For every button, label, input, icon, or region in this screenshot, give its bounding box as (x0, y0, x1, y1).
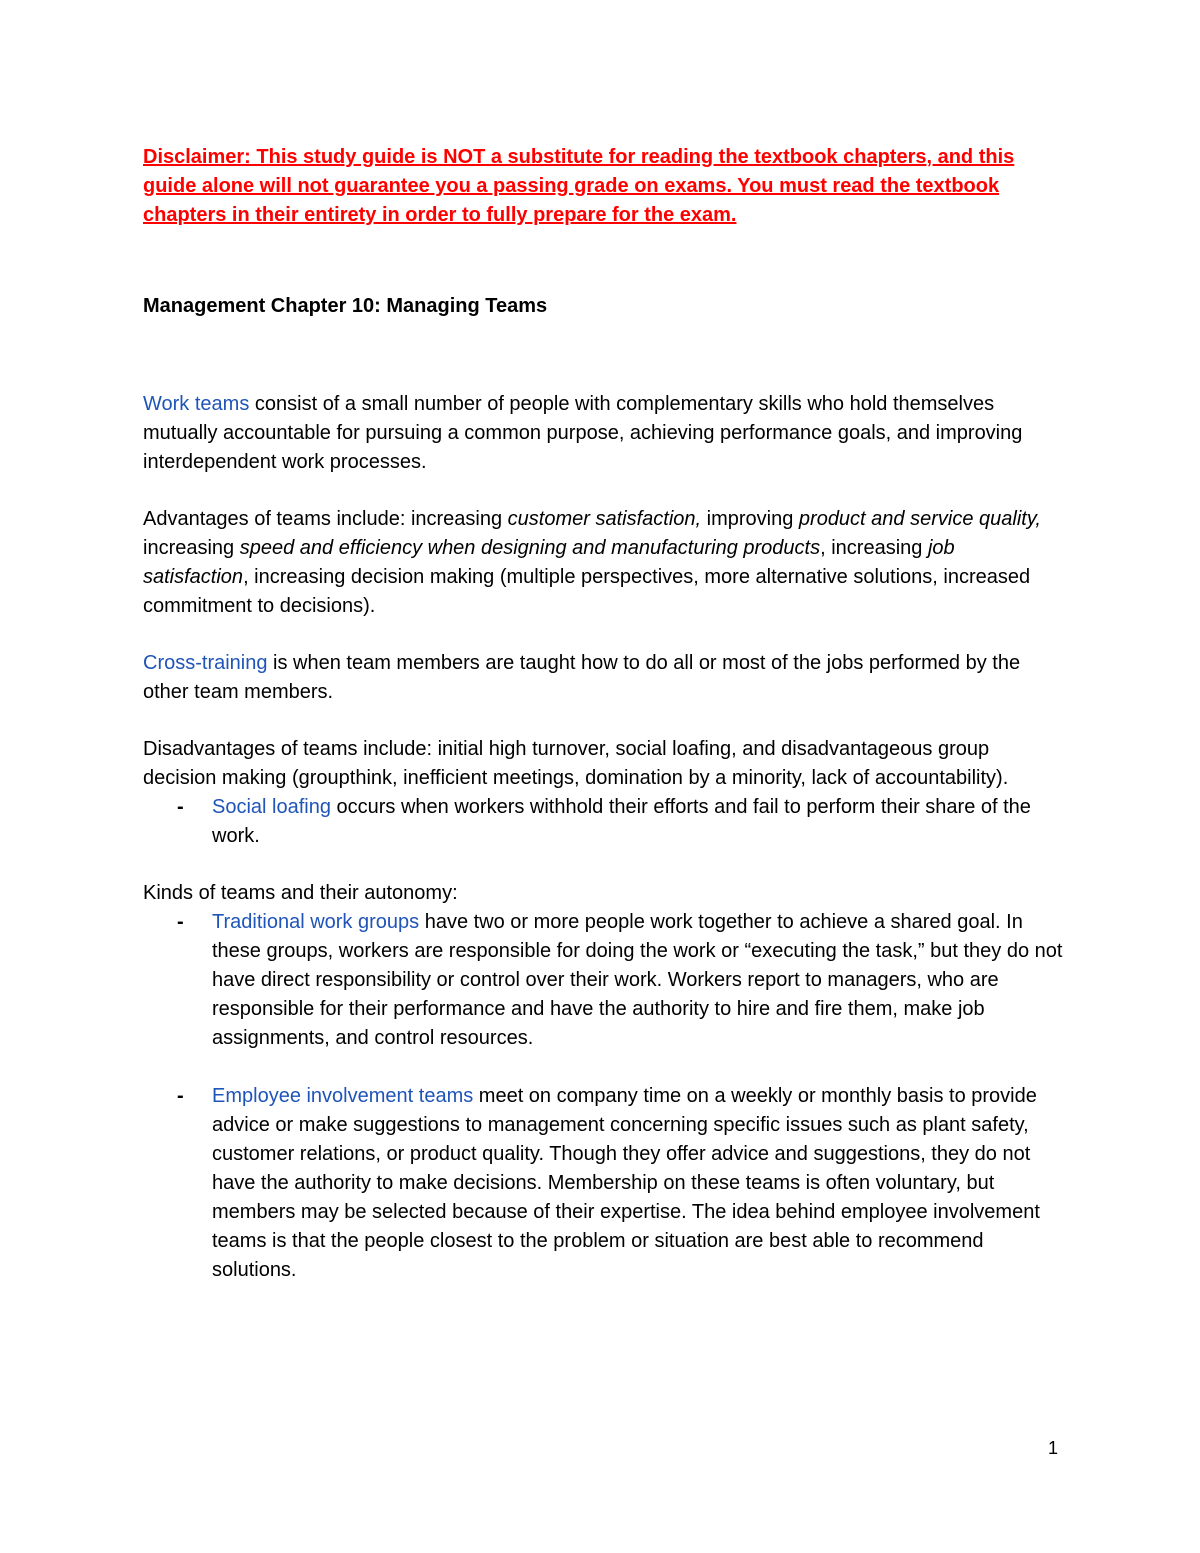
traditional-work-groups-definition: have two or more people work together to achieve a shared goal. In these groups, workers are responsible for doing the work or “executing the task,” but they do not have direct responsibility or control over their work. Workers report to managers, who are responsible for their performance and have the authority to hire and fire them, make job assignments, and control resources. (212, 911, 1063, 1049)
advantages-text: increasing (143, 537, 240, 559)
advantages-paragraph (143, 505, 1063, 621)
advantage-speed-efficiency: speed and efficiency when designing and manufacturing products (239, 537, 821, 559)
cross-training-term: Cross-training (143, 652, 268, 674)
dash-bullet: - (177, 796, 184, 818)
disclaimer: Disclaimer: This study guide is NOT a substitute for reading the textbook chapters, and this guide alone will not guarantee you a passing grade on exams. You must read the textbook chapters in their entirety in order to fully prepare for the exam. (143, 146, 1015, 226)
cross-training-paragraph (143, 649, 1063, 707)
advantages-text: , increasing decision making (multiple perspectives, more alternative solutions, increased commitment to decisions). (143, 566, 1031, 617)
work-teams-term: Work teams (143, 393, 250, 415)
page-number: 1 (1048, 1438, 1059, 1458)
social-loafing-term: Social loafing (212, 796, 331, 818)
kinds-list (143, 908, 1063, 1285)
advantages-text: Advantages of teams include: increasing (143, 508, 508, 530)
advantages-text: improving (701, 508, 799, 530)
work-teams-definition: consist of a small number of people with complementary skills who hold themselves mutually accountable for pursuing a common purpose, achieving performance goals, and improving interdependent work processes. (143, 393, 1023, 473)
employee-involvement-teams-term: Employee involvement teams (212, 1085, 474, 1107)
advantage-product-quality: product and service quality, (798, 508, 1041, 530)
chapter-heading: Management Chapter 10: Managing Teams (143, 295, 548, 317)
advantages-text: , increasing (820, 537, 928, 559)
list-item (143, 908, 1063, 1053)
disadvantages-paragraph: Disadvantages of teams include: initial high turnover, social loafing, and disadvantageous group decision making (groupthink, inefficient meetings, domination by a minority, lack of accountability). (143, 738, 1009, 789)
cross-training-definition: is when team members are taught how to do all or most of the jobs performed by the other team members. (143, 652, 1021, 703)
list-item (143, 793, 1063, 851)
social-loafing-definition: occurs when workers withhold their efforts and fail to perform their share of the work. (212, 796, 1031, 847)
page-content (143, 143, 1063, 1285)
advantage-job-satisfaction: job satisfaction (143, 537, 955, 588)
advantage-customer-satisfaction: customer satisfaction, (507, 508, 702, 530)
kinds-intro: Kinds of teams and their autonomy: (143, 882, 458, 904)
dash-bullet: - (177, 1085, 184, 1107)
dash-bullet: - (177, 911, 184, 933)
work-teams-paragraph (143, 390, 1063, 477)
list-item (143, 1082, 1063, 1285)
employee-involvement-teams-definition: meet on company time on a weekly or monthly basis to provide advice or make suggestions to management concerning specific issues such as plant safety, customer relations, or product quality. Though they offer advice and suggestions, they do not have the authority to make decisions. Membership on these teams is often voluntary, but members may be selected because of their expertise. The idea behind employee involvement teams is that the people closest to the problem or situation are best able to recommend solutions. (212, 1085, 1040, 1281)
disadvantages-list (143, 793, 1063, 851)
traditional-work-groups-term: Traditional work groups (212, 911, 420, 933)
